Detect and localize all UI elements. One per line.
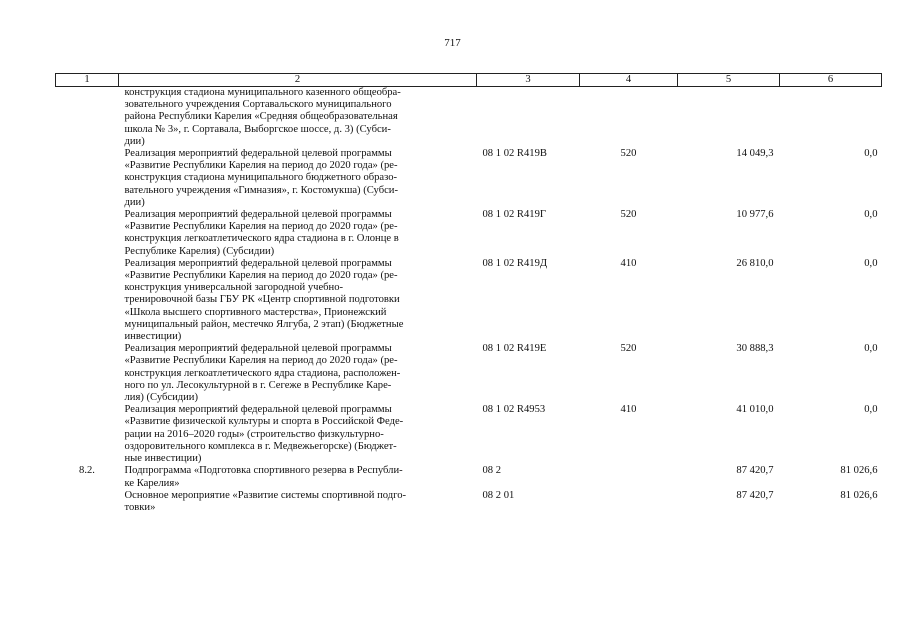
budget-code-cell: 08 1 02 R419В [482,148,547,160]
description-line: района Республики Карелия «Средняя общеобразовательная [124,111,398,123]
description-line: оздоровительного комплекса в г. Медвежьегорске) (Бюджет- [124,440,397,452]
column-header-4: 4 [580,74,678,87]
amount-cell-6: 0,0 [864,209,878,221]
expense-type-cell [580,490,678,514]
description-cell [119,209,477,258]
description-line: тренировочной базы ГБУ РК «Центр спортивной подготовки [124,294,400,306]
row-number-cell [56,258,119,343]
description-cell [119,465,477,489]
column-header-2: 2 [119,74,477,87]
column-header-6: 6 [780,74,882,87]
budget-code-cell: 08 2 [482,465,502,477]
amount-cell-6 [780,87,882,149]
amount-cell-6: 0,0 [864,148,878,160]
description-line: конструкция стадиона муниципального казенного общеобра- [124,87,401,98]
description-cell [119,343,477,404]
amount-cell-5: 87 420,7 [736,465,774,477]
row-number-cell [56,343,119,404]
description-line: Республике Карелия) (Субсидии) [124,245,275,257]
table-row [56,490,882,514]
description-line: конструкция легкоатлетического ядра стадиона, расположен- [124,367,401,379]
description-line: инвестиции) [124,331,182,343]
table-row [56,258,882,343]
expense-type-cell [580,87,678,149]
description-line: конструкция универсальной загородной учебно- [124,282,344,294]
amount-cell-6: 0,0 [864,343,878,355]
table-row [56,87,882,149]
description-cell [119,490,477,514]
description-line: товки» [124,501,156,513]
expense-type-cell: 520 [620,209,637,221]
amount-cell-6: 81 026,6 [840,489,878,501]
amount-cell-5: 87 420,7 [736,489,774,501]
row-number-cell [56,87,119,149]
description-cell [119,87,477,149]
amount-cell-5: 41 010,0 [736,404,774,416]
table-row [56,209,882,258]
row-number-cell [56,490,119,514]
description-line: «Развитие Республики Карелия на период до 2020 года» (ре- [124,355,398,367]
description-cell [119,148,477,209]
column-header-5: 5 [678,74,780,87]
budget-code-cell: 08 1 02 R419Г [482,209,547,221]
expense-type-cell: 520 [620,343,637,355]
description-line: вательного учреждения «Гимназия», г. Костомукша) (Субси- [124,184,399,196]
page-number: 717 [444,37,461,49]
description-line: рации на 2016–2020 годы» (строительство физкультурно- [124,428,384,440]
description-line: лия) (Субсидии) [124,392,199,404]
description-line: дии) [124,196,145,208]
header-row [56,74,882,87]
expense-type-cell: 410 [620,404,637,416]
amount-cell-5: 26 810,0 [736,257,774,269]
description-line: муниципальный район, местечко Ялгуба, 2 этап) (Бюджетные [124,318,404,330]
description-line: Реализация мероприятий федеральной целевой программы [124,148,392,160]
description-line: «Развитие Республики Карелия на период до 2020 года» (ре- [124,221,398,233]
expense-type-cell: 520 [620,148,637,160]
budget-code-cell [477,87,580,149]
row-number-cell [56,148,119,209]
budget-code-cell: 08 2 01 [482,489,515,501]
amount-cell-5 [678,87,780,149]
amount-cell-6: 0,0 [864,404,878,416]
description-line: «Развитие Республики Карелия на период до 2020 года» (ре- [124,270,398,282]
row-number-cell: 8.2. [79,465,95,477]
table-row [56,404,882,465]
description-line: школа № 3», г. Сортавала, Выборгское шоссе, д. 3) (Субси- [124,123,391,135]
row-number-cell [56,404,119,465]
description-line: конструкция легкоатлетического ядра стадиона в г. Олонце в [124,233,399,245]
description-line: Основное мероприятие «Развитие системы спортивной подго- [124,489,407,501]
amount-cell-5: 30 888,3 [736,343,774,355]
table-row [56,148,882,209]
description-line: «Школа высшего спортивного мастерства», Прионежский [124,306,387,318]
description-line: ке Карелия» [124,477,180,489]
description-line: зовательного учреждения Сортавальского муниципального [124,99,392,111]
description-line: конструкция стадиона муниципального бюджетного образо- [124,172,398,184]
description-line: дии) [124,135,145,147]
expense-type-cell [580,465,678,489]
description-line: ного по ул. Лесокультурной в г. Сегеже в Республике Каре- [124,379,392,391]
table-row [56,465,882,489]
budget-code-cell: 08 1 02 R4953 [482,404,546,416]
description-line: Реализация мероприятий федеральной целевой программы [124,404,392,416]
budget-table [55,73,882,514]
description-line: Реализация мероприятий федеральной целевой программы [124,209,392,221]
budget-code-cell: 08 1 02 R419Д [482,257,548,269]
column-header-1: 1 [56,74,119,87]
description-line: ные инвестиции) [124,453,202,465]
description-line: Подпрограмма «Подготовка спортивного резерва в Республи- [124,465,403,477]
expense-type-cell: 410 [620,257,637,269]
row-number-cell [56,209,119,258]
description-line: Реализация мероприятий федеральной целевой программы [124,257,392,269]
description-line: «Развитие Республики Карелия на период до 2020 года» (ре- [124,160,398,172]
amount-cell-6: 0,0 [864,257,878,269]
amount-cell-6: 81 026,6 [840,465,878,477]
description-cell [119,258,477,343]
budget-code-cell: 08 1 02 R419Е [482,343,547,355]
description-line: «Развитие физической культуры и спорта в Российской Феде- [124,416,404,428]
table-body [56,87,882,515]
amount-cell-5: 10 977,6 [736,209,774,221]
description-line: Реализация мероприятий федеральной целевой программы [124,343,392,355]
column-header-3: 3 [477,74,580,87]
amount-cell-5: 14 049,3 [736,148,774,160]
table-row [56,343,882,404]
description-cell [119,404,477,465]
